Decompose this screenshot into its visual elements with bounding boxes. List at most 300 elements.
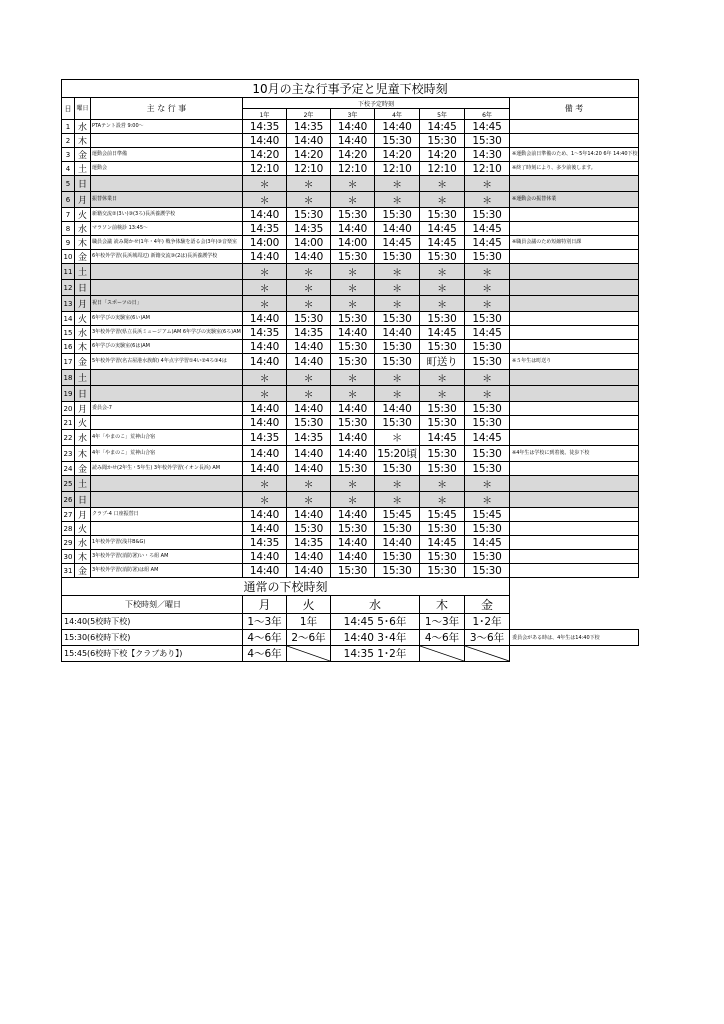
dismissal-time-grade-3: 14:40 — [331, 430, 375, 446]
dismissal-time-grade-5: 15:30 — [420, 134, 465, 148]
note-text — [510, 296, 639, 312]
dismissal-time-grade-3: 15:30 — [331, 354, 375, 370]
day-number: 4 — [62, 162, 75, 176]
dismissal-time-grade-2: 15:30 — [287, 416, 331, 430]
note-text — [510, 250, 639, 264]
normal-note: 委員会がある時は、4年生は14:40下校 — [510, 630, 639, 646]
dismissal-time-grade-4: 14:20 — [375, 148, 420, 162]
note-text — [510, 312, 639, 326]
dismissal-time-grade-3: 14:40 — [331, 550, 375, 564]
day-number: 2 — [62, 134, 75, 148]
dismissal-time-grade-4: ＊ — [375, 386, 420, 402]
normal-cell-thu: 1～3年 — [420, 614, 465, 630]
schedule-row — [62, 386, 639, 402]
dismissal-time-grade-5: 14:45 — [420, 236, 465, 250]
dismissal-time-grade-1: 14:40 — [243, 250, 287, 264]
event-text: 3年校外学習(県立長浜ミュージアム)AM 6年学びの実験室(6ろ)AM — [91, 326, 243, 340]
dismissal-time-grade-2: ＊ — [287, 280, 331, 296]
event-text: マラソン前検診 13:45～ — [91, 222, 243, 236]
weekday: 日 — [75, 492, 91, 508]
dismissal-time-grade-6: 15:30 — [465, 564, 510, 578]
dismissal-time-grade-4: 15:30 — [375, 550, 420, 564]
event-text: 1年校外学習(浅井B&G) — [91, 536, 243, 550]
dismissal-time-grade-6: 12:10 — [465, 162, 510, 176]
note-text — [510, 508, 639, 522]
schedule-row — [62, 312, 639, 326]
schedule-row — [62, 120, 639, 134]
event-text — [91, 522, 243, 536]
note-text — [510, 280, 639, 296]
event-text — [91, 264, 243, 280]
normal-header-wed: 水 — [331, 596, 420, 614]
dismissal-time-grade-4: ＊ — [375, 430, 420, 446]
note-text: ※運動会前日準備のため、1～5年14:20 6年 14:40下校 — [510, 148, 639, 162]
weekday: 水 — [75, 222, 91, 236]
schedule-row — [62, 222, 639, 236]
dismissal-time-grade-3: 15:30 — [331, 522, 375, 536]
dismissal-time-grade-5: 14:45 — [420, 536, 465, 550]
day-number: 27 — [62, 508, 75, 522]
dismissal-time-grade-6: ＊ — [465, 176, 510, 192]
day-number: 28 — [62, 522, 75, 536]
day-number: 5 — [62, 176, 75, 192]
dismissal-time-grade-6: ＊ — [465, 280, 510, 296]
dismissal-time-grade-6: 15:30 — [465, 354, 510, 370]
dismissal-time-grade-4: 14:45 — [375, 236, 420, 250]
dismissal-time-grade-5: ＊ — [420, 492, 465, 508]
schedule-row — [62, 162, 639, 176]
dismissal-time-grade-6: 14:45 — [465, 430, 510, 446]
dismissal-time-grade-4: 12:10 — [375, 162, 420, 176]
event-text — [91, 416, 243, 430]
dismissal-time-grade-4: ＊ — [375, 192, 420, 208]
weekday: 土 — [75, 264, 91, 280]
dismissal-time-grade-6: ＊ — [465, 192, 510, 208]
note-text — [510, 492, 639, 508]
dismissal-time-grade-2: 14:40 — [287, 508, 331, 522]
day-number: 7 — [62, 208, 75, 222]
dismissal-time-grade-4: 15:30 — [375, 208, 420, 222]
schedule-row — [62, 208, 639, 222]
dismissal-time-grade-1: 12:10 — [243, 162, 287, 176]
dismissal-time-grade-2: ＊ — [287, 176, 331, 192]
dismissal-time-grade-4: 15:20頃 — [375, 446, 420, 462]
dismissal-time-grade-4: 15:30 — [375, 134, 420, 148]
weekday: 日 — [75, 386, 91, 402]
dismissal-time-grade-6: 14:45 — [465, 326, 510, 340]
header-weekday: 曜日 — [75, 98, 91, 120]
dismissal-time-grade-5: 14:45 — [420, 430, 465, 446]
dismissal-time-grade-6: ＊ — [465, 264, 510, 280]
dismissal-time-grade-1: 14:35 — [243, 222, 287, 236]
weekday: 土 — [75, 162, 91, 176]
dismissal-time-grade-5: 12:10 — [420, 162, 465, 176]
dismissal-time-grade-1: 14:35 — [243, 326, 287, 340]
event-text — [91, 370, 243, 386]
dismissal-time-grade-3: ＊ — [331, 492, 375, 508]
note-text — [510, 430, 639, 446]
dismissal-time-grade-4: 15:30 — [375, 312, 420, 326]
dismissal-time-grade-6: 15:30 — [465, 550, 510, 564]
event-text — [91, 176, 243, 192]
dismissal-time-grade-3: 14:40 — [331, 508, 375, 522]
normal-cell-thu: 4～6年 — [420, 630, 465, 646]
dismissal-time-grade-6: 14:45 — [465, 536, 510, 550]
day-number: 17 — [62, 354, 75, 370]
page-title: 10月の主な行事予定と児童下校時刻 — [62, 80, 639, 98]
dismissal-time-grade-3: 14:40 — [331, 222, 375, 236]
weekday: 火 — [75, 208, 91, 222]
note-text: ※終了時刻により、多少前後します。 — [510, 162, 639, 176]
dismissal-time-grade-3: 15:30 — [331, 416, 375, 430]
weekday: 火 — [75, 312, 91, 326]
event-text: 4年「やまのこ」荒神山合宿 — [91, 446, 243, 462]
dismissal-time-grade-4: 15:30 — [375, 250, 420, 264]
dismissal-time-grade-3: ＊ — [331, 386, 375, 402]
note-text — [510, 370, 639, 386]
dismissal-time-grade-2: 14:00 — [287, 236, 331, 250]
dismissal-time-grade-1: ＊ — [243, 386, 287, 402]
dismissal-time-grade-3: 14:40 — [331, 120, 375, 134]
dismissal-time-grade-1: 14:35 — [243, 536, 287, 550]
schedule-row — [62, 326, 639, 340]
schedule-row — [62, 176, 639, 192]
weekday: 日 — [75, 280, 91, 296]
dismissal-time-grade-5: 15:30 — [420, 208, 465, 222]
dismissal-time-grade-5: 15:30 — [420, 550, 465, 564]
normal-cell-tue-empty — [287, 646, 331, 662]
day-number: 30 — [62, 550, 75, 564]
dismissal-time-grade-5: 15:30 — [420, 312, 465, 326]
dismissal-time-grade-3: 14:40 — [331, 402, 375, 416]
dismissal-time-grade-3: ＊ — [331, 370, 375, 386]
dismissal-time-grade-1: 14:40 — [243, 208, 287, 222]
dismissal-time-grade-2: 14:35 — [287, 120, 331, 134]
schedule-sheet — [61, 79, 638, 662]
normal-row-label: 15:30(6校時下校) — [62, 630, 243, 646]
dismissal-time-grade-1: 14:35 — [243, 430, 287, 446]
schedule-row — [62, 536, 639, 550]
dismissal-time-grade-4: 15:30 — [375, 354, 420, 370]
dismissal-time-grade-1: 14:40 — [243, 134, 287, 148]
dismissal-time-grade-1: ＊ — [243, 280, 287, 296]
weekday: 金 — [75, 564, 91, 578]
schedule-row — [62, 148, 639, 162]
weekday: 月 — [75, 296, 91, 312]
day-number: 3 — [62, 148, 75, 162]
dismissal-time-grade-5: 町送り — [420, 354, 465, 370]
dismissal-time-grade-2: 14:40 — [287, 134, 331, 148]
dismissal-time-grade-4: 14:40 — [375, 222, 420, 236]
dismissal-time-grade-6: ＊ — [465, 476, 510, 492]
header-grade-1: 1年 — [243, 109, 287, 120]
schedule-row — [62, 564, 639, 578]
dismissal-time-grade-1: 14:40 — [243, 522, 287, 536]
dismissal-time-grade-6: ＊ — [465, 370, 510, 386]
dismissal-time-grade-3: 15:30 — [331, 312, 375, 326]
dismissal-time-grade-5: 15:30 — [420, 564, 465, 578]
event-text — [91, 476, 243, 492]
dismissal-time-grade-2: 14:40 — [287, 446, 331, 462]
dismissal-time-grade-6: 15:30 — [465, 340, 510, 354]
schedule-row — [62, 402, 639, 416]
schedule-row — [62, 492, 639, 508]
normal-header-fri: 金 — [465, 596, 510, 614]
dismissal-time-grade-3: 15:30 — [331, 564, 375, 578]
dismissal-time-grade-4: 14:40 — [375, 402, 420, 416]
note-text: ※職員会議のため短縮特別日課 — [510, 236, 639, 250]
day-number: 25 — [62, 476, 75, 492]
normal-cell-fri-empty — [465, 646, 510, 662]
day-number: 13 — [62, 296, 75, 312]
dismissal-time-grade-2: ＊ — [287, 192, 331, 208]
note-text — [510, 416, 639, 430]
weekday: 木 — [75, 134, 91, 148]
note-text — [510, 120, 639, 134]
weekday: 金 — [75, 148, 91, 162]
dismissal-time-grade-4: 14:40 — [375, 120, 420, 134]
dismissal-time-grade-2: 14:40 — [287, 354, 331, 370]
dismissal-time-grade-6: 15:30 — [465, 250, 510, 264]
note-text — [510, 522, 639, 536]
weekday: 木 — [75, 236, 91, 250]
schedule-row — [62, 476, 639, 492]
dismissal-time-grade-2: ＊ — [287, 264, 331, 280]
dismissal-time-grade-6: ＊ — [465, 386, 510, 402]
normal-header-tue: 火 — [287, 596, 331, 614]
dismissal-time-grade-2: 14:40 — [287, 250, 331, 264]
day-number: 1 — [62, 120, 75, 134]
note-text — [510, 536, 639, 550]
day-number: 16 — [62, 340, 75, 354]
dismissal-time-grade-4: 14:40 — [375, 326, 420, 340]
day-number: 6 — [62, 192, 75, 208]
day-number: 21 — [62, 416, 75, 430]
dismissal-time-grade-2: 14:35 — [287, 536, 331, 550]
event-text — [91, 280, 243, 296]
dismissal-time-grade-5: ＊ — [420, 476, 465, 492]
note-text — [510, 264, 639, 280]
dismissal-time-grade-3: 15:30 — [331, 250, 375, 264]
dismissal-time-grade-3: 15:30 — [331, 462, 375, 476]
schedule-row — [62, 354, 639, 370]
note-text — [510, 176, 639, 192]
event-text: 5年校外学習(名古屋港水族館) 4年点字学習①4い②4ろ③4は — [91, 354, 243, 370]
weekday: 金 — [75, 250, 91, 264]
dismissal-time-grade-2: 14:35 — [287, 430, 331, 446]
normal-cell-mon: 4～6年 — [243, 646, 287, 662]
dismissal-time-grade-5: ＊ — [420, 370, 465, 386]
weekday: 水 — [75, 326, 91, 340]
dismissal-time-grade-6: 14:30 — [465, 148, 510, 162]
schedule-row — [62, 416, 639, 430]
dismissal-time-grade-5: 15:30 — [420, 446, 465, 462]
dismissal-time-grade-5: 15:30 — [420, 340, 465, 354]
dismissal-time-grade-5: 14:20 — [420, 148, 465, 162]
note-text: ※4年生は学校に到着後、徒歩下校 — [510, 446, 639, 462]
schedule-row — [62, 462, 639, 476]
dismissal-time-grade-3: 12:10 — [331, 162, 375, 176]
weekday: 土 — [75, 370, 91, 386]
event-text: 職員会議 読み聞かせ(1年・4年) 戦争体験を語る会(3年)③音楽室 — [91, 236, 243, 250]
weekday: 金 — [75, 354, 91, 370]
header-day: 日 — [62, 98, 75, 120]
schedule-row — [62, 236, 639, 250]
dismissal-time-grade-1: 14:20 — [243, 148, 287, 162]
header-grade-2: 2年 — [287, 109, 331, 120]
dismissal-time-grade-5: 15:30 — [420, 250, 465, 264]
dismissal-time-grade-6: 14:45 — [465, 120, 510, 134]
dismissal-time-grade-2: ＊ — [287, 370, 331, 386]
dismissal-time-grade-5: 15:45 — [420, 508, 465, 522]
normal-cell-wed: 14:35 1･2年 — [331, 646, 420, 662]
event-text: 新籍交流②(3い)③(3ろ)長浜養護学校 — [91, 208, 243, 222]
dismissal-time-grade-5: 14:45 — [420, 326, 465, 340]
dismissal-time-grade-3: 14:00 — [331, 236, 375, 250]
weekday: 土 — [75, 476, 91, 492]
note-text: ※運動会の振替休業 — [510, 192, 639, 208]
dismissal-time-grade-2: 14:20 — [287, 148, 331, 162]
dismissal-time-grade-2: 14:40 — [287, 550, 331, 564]
note-text: ※５年生は町送り — [510, 354, 639, 370]
normal-title: 通常の下校時刻 — [62, 578, 510, 596]
dismissal-time-grade-3: ＊ — [331, 192, 375, 208]
header-notes: 備 考 — [510, 98, 639, 120]
dismissal-time-grade-1: ＊ — [243, 296, 287, 312]
dismissal-time-grade-5: ＊ — [420, 176, 465, 192]
dismissal-time-grade-6: 15:30 — [465, 416, 510, 430]
dismissal-time-grade-1: 14:40 — [243, 508, 287, 522]
event-text — [91, 386, 243, 402]
monthly-schedule-table — [61, 79, 639, 578]
day-number: 8 — [62, 222, 75, 236]
schedule-row — [62, 250, 639, 264]
dismissal-time-grade-3: ＊ — [331, 264, 375, 280]
header-grade-3: 3年 — [331, 109, 375, 120]
normal-cell-wed: 14:45 5･6年 — [331, 614, 420, 630]
day-number: 9 — [62, 236, 75, 250]
dismissal-time-grade-2: 15:30 — [287, 522, 331, 536]
day-number: 19 — [62, 386, 75, 402]
dismissal-time-grade-1: 14:35 — [243, 120, 287, 134]
normal-cell-thu-empty — [420, 646, 465, 662]
day-number: 23 — [62, 446, 75, 462]
dismissal-time-grade-5: ＊ — [420, 264, 465, 280]
weekday: 火 — [75, 416, 91, 430]
weekday: 水 — [75, 536, 91, 550]
dismissal-time-grade-4: ＊ — [375, 280, 420, 296]
dismissal-time-grade-6: 14:45 — [465, 222, 510, 236]
event-text: 読み聞かせ(2年生・5年生) 3年校外学習(イオン長浜) AM — [91, 462, 243, 476]
day-number: 15 — [62, 326, 75, 340]
normal-cell-mon: 1～3年 — [243, 614, 287, 630]
header-grade-4: 4年 — [375, 109, 420, 120]
schedule-row — [62, 280, 639, 296]
dismissal-time-grade-2: 15:30 — [287, 312, 331, 326]
event-text: 6年学びの実験室(6い)AM — [91, 312, 243, 326]
dismissal-time-grade-1: 14:40 — [243, 340, 287, 354]
dismissal-time-grade-2: ＊ — [287, 386, 331, 402]
event-text: 3年校外学習(消防署)は組 AM — [91, 564, 243, 578]
dismissal-time-grade-2: 14:40 — [287, 340, 331, 354]
dismissal-time-grade-5: 14:45 — [420, 222, 465, 236]
event-text: 6年校外学習(長浜城周辺) 新籍交流③(2は)長浜養護学校 — [91, 250, 243, 264]
note-text — [510, 550, 639, 564]
dismissal-time-grade-3: 14:40 — [331, 536, 375, 550]
schedule-row — [62, 370, 639, 386]
dismissal-time-grade-1: ＊ — [243, 264, 287, 280]
dismissal-time-grade-1: 14:40 — [243, 550, 287, 564]
schedule-row — [62, 134, 639, 148]
dismissal-time-grade-1: 14:40 — [243, 354, 287, 370]
header-dismissal: 下校予定時刻 — [243, 98, 510, 109]
weekday: 木 — [75, 446, 91, 462]
dismissal-time-grade-1: 14:40 — [243, 312, 287, 326]
schedule-row — [62, 446, 639, 462]
dismissal-time-grade-1: 14:40 — [243, 446, 287, 462]
schedule-row — [62, 430, 639, 446]
dismissal-time-grade-1: 14:00 — [243, 236, 287, 250]
day-number: 11 — [62, 264, 75, 280]
dismissal-time-grade-3: ＊ — [331, 296, 375, 312]
normal-header-mon: 月 — [243, 596, 287, 614]
dismissal-time-grade-2: 14:40 — [287, 402, 331, 416]
event-text: 振替休業日 — [91, 192, 243, 208]
schedule-row — [62, 522, 639, 536]
day-number: 18 — [62, 370, 75, 386]
dismissal-time-grade-2: ＊ — [287, 476, 331, 492]
weekday: 水 — [75, 430, 91, 446]
day-number: 26 — [62, 492, 75, 508]
dismissal-time-grade-2: ＊ — [287, 492, 331, 508]
note-text — [510, 564, 639, 578]
dismissal-time-grade-5: 14:45 — [420, 120, 465, 134]
dismissal-time-grade-2: 14:40 — [287, 462, 331, 476]
dismissal-time-grade-1: ＊ — [243, 192, 287, 208]
day-number: 12 — [62, 280, 75, 296]
dismissal-time-grade-3: 15:30 — [331, 340, 375, 354]
dismissal-time-grade-6: 15:30 — [465, 462, 510, 476]
dismissal-time-grade-2: 14:40 — [287, 564, 331, 578]
weekday: 日 — [75, 176, 91, 192]
dismissal-time-grade-1: ＊ — [243, 176, 287, 192]
note-text — [510, 134, 639, 148]
note-text — [510, 222, 639, 236]
note-text — [510, 402, 639, 416]
weekday: 金 — [75, 462, 91, 476]
dismissal-time-grade-5: 15:30 — [420, 402, 465, 416]
schedule-row — [62, 550, 639, 564]
event-text: 祝日「スポーツの日」 — [91, 296, 243, 312]
dismissal-time-grade-3: ＊ — [331, 476, 375, 492]
day-number: 10 — [62, 250, 75, 264]
schedule-row — [62, 264, 639, 280]
dismissal-time-grade-4: 15:30 — [375, 416, 420, 430]
dismissal-time-grade-6: 15:30 — [465, 522, 510, 536]
dismissal-time-grade-1: 14:40 — [243, 416, 287, 430]
normal-cell-mon: 4～6年 — [243, 630, 287, 646]
header-grade-6: 6年 — [465, 109, 510, 120]
day-number: 20 — [62, 402, 75, 416]
dismissal-time-grade-6: 15:45 — [465, 508, 510, 522]
day-number: 24 — [62, 462, 75, 476]
dismissal-time-grade-6: ＊ — [465, 296, 510, 312]
note-text — [510, 462, 639, 476]
dismissal-time-grade-2: 15:30 — [287, 208, 331, 222]
weekday: 月 — [75, 192, 91, 208]
dismissal-time-grade-2: 14:35 — [287, 222, 331, 236]
dismissal-time-grade-6: 15:30 — [465, 446, 510, 462]
